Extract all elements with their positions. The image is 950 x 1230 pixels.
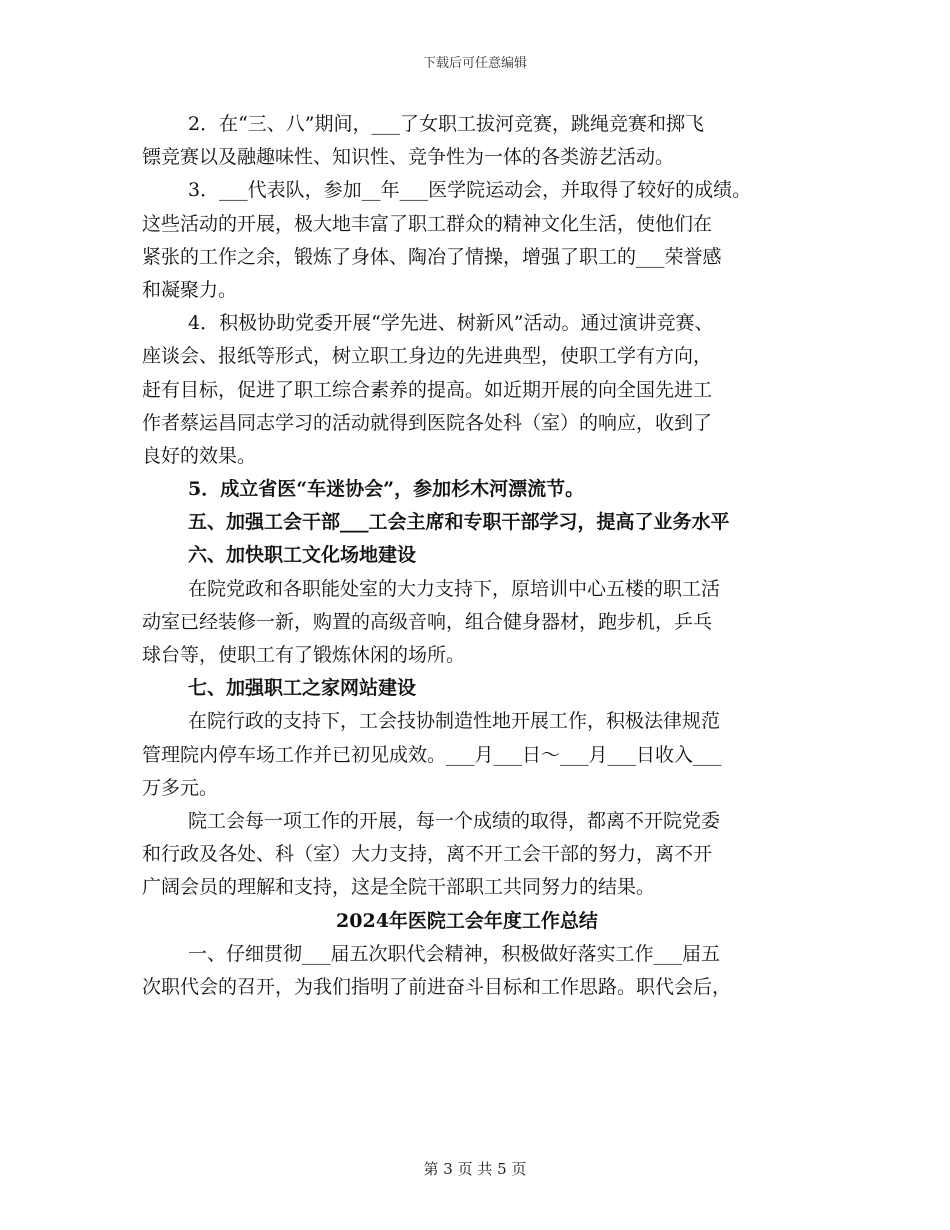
- text-line: 良好的效果。: [142, 444, 257, 467]
- text-line: 和行政及各处、科（室）大力支持，离不开工会干部的努力，离不开: [142, 843, 713, 866]
- text-line: 一、仔细贯彻___届五次职代会精神，积极做好落实工作___届五: [188, 942, 721, 965]
- page-footer: 第 3 页 共 5 页: [423, 1160, 527, 1178]
- page-header: 下载后可任意编辑: [422, 56, 527, 71]
- text-line: 镖竞赛以及融趣味性、知识性、竞争性为一体的各类游艺活动。: [142, 146, 675, 169]
- text-line: 作者蔡运昌同志学习的活动就得到医院各处科（室）的响应，收到了: [142, 411, 713, 434]
- text-line: 紧张的工作之余，锻炼了身体、陶冶了情操，增强了职工的___荣誉感: [142, 245, 722, 268]
- text-line: 球台等，使职工有了锻炼休闲的场所。: [142, 644, 466, 666]
- text-line: 5．成立省医“车迷协会”，参加杉木河漂流节。: [188, 478, 585, 501]
- text-line: 万多元。: [142, 776, 219, 799]
- text-line: 2．在“三、八”期间，___了女职工拔河竞赛，跳绳竞赛和掷飞: [188, 113, 705, 135]
- text-line: 五、加强工会干部___工会主席和专职干部学习，提高了业务水平: [188, 511, 730, 534]
- text-line: 座谈会、报纸等形式，树立职工身边的先进典型，使职工学有方向，: [142, 345, 713, 368]
- text-line: 在院行政的支持下，工会技协制造性地开展工作，积极法律规范: [188, 710, 721, 733]
- text-line: 3．___代表队，参加__年___医学院运动会，并取得了较好的成绩。: [188, 179, 752, 202]
- text-line: 广阔会员的理解和支持，这是全院干部职工共同努力的结果。: [142, 876, 656, 899]
- text-line: 七、加强职工之家网站建设: [188, 677, 417, 700]
- text-line: 院工会每一项工作的开展，每一个成绩的取得，都离不开院党委: [188, 809, 721, 832]
- text-line: 在院党政和各职能处室的大力支持下，原培训中心五楼的职工活: [188, 577, 721, 600]
- text-line: 次职代会的召开，为我们指明了前进奋斗目标和工作思路。职代会后，: [142, 975, 732, 998]
- text-line: 这些活动的开展，极大地丰富了职工群众的精神文化生活，使他们在: [142, 212, 713, 235]
- text-line: 六、加快职工文化场地建设: [188, 544, 417, 567]
- text-line: 4．积极协助党委开展“学先进、树新风”活动。通过演讲竞赛、: [188, 312, 714, 335]
- document-body: [142, 108, 822, 1004]
- text-line: 2024年医院工会年度工作总结: [336, 909, 598, 932]
- text-line: 和凝聚力。: [142, 278, 238, 301]
- text-line: 赶有目标，促进了职工综合素养的提高。如近期开展的向全国先进工: [142, 378, 713, 401]
- text-line: 动室已经装修一新，购置的高级音响，组合健身器材，跑步机，乒乓: [142, 610, 713, 633]
- text-line: 管理院内停车场工作并已初见成效。___月___日～___月___日收入___: [142, 743, 722, 766]
